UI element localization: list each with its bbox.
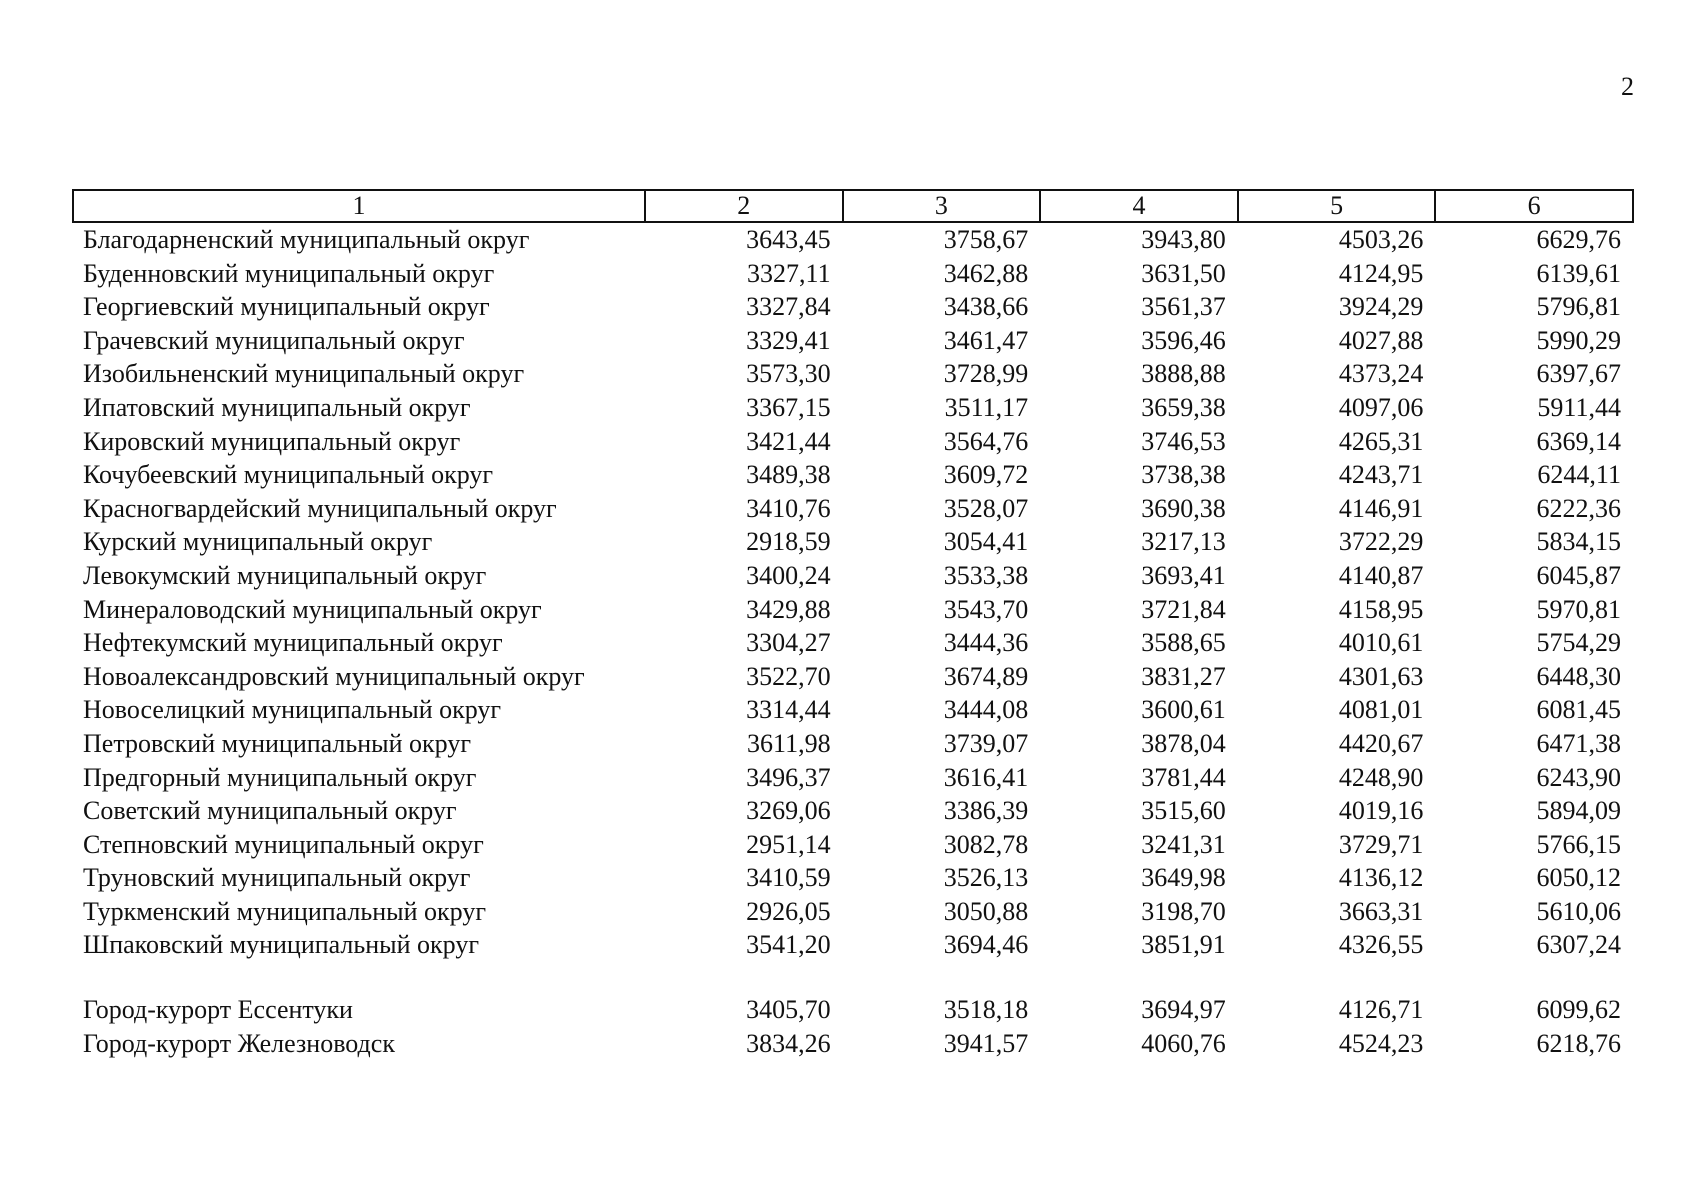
value-cell: 5990,29 xyxy=(1536,325,1621,355)
row-name: Город-курорт Ессентуки xyxy=(83,995,353,1025)
row-name: Георгиевский муниципальный округ xyxy=(83,292,490,322)
value-cell: 3217,13 xyxy=(1141,527,1226,557)
value-cell: 3050,88 xyxy=(943,896,1029,926)
table-row xyxy=(73,727,1633,761)
table-row xyxy=(73,828,1633,862)
value-cell: 4060,76 xyxy=(1141,1028,1226,1058)
value-cell: 3600,61 xyxy=(1141,695,1226,725)
value-cell: 6050,12 xyxy=(1536,863,1621,893)
value-cell: 3596,46 xyxy=(1141,325,1226,355)
value-cell: 3643,45 xyxy=(746,225,831,254)
value-cell: 3690,38 xyxy=(1141,493,1226,523)
table-row xyxy=(73,861,1633,895)
value-cell: 4326,55 xyxy=(1338,930,1424,960)
value-cell: 3241,31 xyxy=(1141,829,1226,859)
value-cell: 3304,27 xyxy=(746,628,831,658)
spacer-row xyxy=(73,962,1633,993)
value-cell: 3444,36 xyxy=(943,628,1029,658)
value-cell: 3738,38 xyxy=(1141,460,1226,490)
value-cell: 3461,47 xyxy=(943,325,1029,355)
row-name: Город-курорт Железноводск xyxy=(83,1028,395,1058)
table-row xyxy=(73,357,1633,391)
row-name: Красногвардейский муниципальный округ xyxy=(83,493,557,523)
value-cell: 3269,06 xyxy=(746,796,831,826)
value-cell: 3834,26 xyxy=(746,1028,831,1058)
value-cell: 3526,13 xyxy=(943,863,1029,893)
value-cell: 3564,76 xyxy=(943,426,1029,456)
value-cell: 6139,61 xyxy=(1536,258,1621,288)
column-header: 2 xyxy=(645,190,843,222)
value-cell: 3729,71 xyxy=(1338,829,1424,859)
value-cell: 4420,67 xyxy=(1338,728,1424,758)
value-cell: 5610,06 xyxy=(1536,896,1621,926)
row-name: Буденновский муниципальный округ xyxy=(83,258,495,288)
row-name: Кочубеевский муниципальный округ xyxy=(83,460,494,490)
value-cell: 6369,14 xyxy=(1536,426,1621,456)
value-cell: 6045,87 xyxy=(1536,560,1621,590)
column-header: 4 xyxy=(1040,190,1238,222)
row-name: Кировский муниципальный округ xyxy=(83,426,461,456)
value-cell: 3198,70 xyxy=(1141,896,1226,926)
value-cell: 3573,30 xyxy=(746,359,831,389)
value-cell: 3327,84 xyxy=(746,292,831,322)
value-cell: 3054,41 xyxy=(943,527,1029,557)
value-cell: 6222,36 xyxy=(1536,493,1621,523)
row-name: Грачевский муниципальный округ xyxy=(83,325,465,355)
row-name: Предгорный муниципальный округ xyxy=(83,762,477,792)
value-cell: 3609,72 xyxy=(943,460,1029,490)
value-cell: 6099,62 xyxy=(1536,995,1621,1025)
value-cell: 3758,67 xyxy=(943,225,1029,254)
row-name: Новоселицкий муниципальный округ xyxy=(83,695,502,725)
value-cell: 6629,76 xyxy=(1536,225,1621,254)
value-cell: 3616,41 xyxy=(943,762,1029,792)
table-row xyxy=(73,928,1633,962)
value-cell: 6448,30 xyxy=(1536,661,1621,691)
table-row xyxy=(73,492,1633,526)
value-cell: 4124,95 xyxy=(1338,258,1424,288)
value-cell: 3410,59 xyxy=(746,863,831,893)
value-cell: 3400,24 xyxy=(746,560,831,590)
row-name: Левокумский муниципальный округ xyxy=(83,560,487,590)
value-cell: 3438,66 xyxy=(943,292,1029,322)
table-row xyxy=(73,593,1633,627)
table-row xyxy=(73,290,1633,324)
value-cell: 3851,91 xyxy=(1141,930,1226,960)
table-row xyxy=(73,660,1633,694)
row-name: Шпаковский муниципальный округ xyxy=(83,930,479,960)
value-cell: 3429,88 xyxy=(746,594,831,624)
value-cell: 4019,16 xyxy=(1338,796,1424,826)
row-name: Курский муниципальный округ xyxy=(83,527,433,557)
value-cell: 3386,39 xyxy=(943,796,1029,826)
value-cell: 3314,44 xyxy=(746,695,831,725)
value-cell: 5834,15 xyxy=(1536,527,1621,557)
value-cell: 3511,17 xyxy=(944,392,1029,422)
row-name: Ипатовский муниципальный округ xyxy=(83,392,471,422)
value-cell: 4140,87 xyxy=(1338,560,1424,590)
value-cell: 3739,07 xyxy=(943,728,1029,758)
column-header: 6 xyxy=(1435,190,1633,222)
value-cell: 3489,38 xyxy=(746,460,831,490)
value-cell: 3496,37 xyxy=(746,762,831,792)
column-header: 3 xyxy=(843,190,1041,222)
table-row xyxy=(73,222,1633,257)
value-cell: 3693,41 xyxy=(1141,560,1226,590)
row-name: Новоалександровский муниципальный округ xyxy=(83,661,585,691)
value-cell: 3410,76 xyxy=(746,493,831,523)
value-cell: 4126,71 xyxy=(1338,995,1424,1025)
value-cell: 4301,63 xyxy=(1338,661,1424,691)
value-cell: 3631,50 xyxy=(1141,258,1226,288)
value-cell: 3367,15 xyxy=(746,392,831,422)
header-row xyxy=(73,190,1633,222)
value-cell: 4010,61 xyxy=(1338,628,1424,658)
value-cell: 3781,44 xyxy=(1141,762,1226,792)
value-cell: 3327,11 xyxy=(747,258,831,288)
value-cell: 3541,20 xyxy=(746,930,831,960)
value-cell: 6397,67 xyxy=(1536,359,1621,389)
page-number: 2 xyxy=(1621,72,1634,101)
value-cell: 6244,11 xyxy=(1537,460,1621,490)
value-cell: 3888,88 xyxy=(1141,359,1226,389)
value-cell: 3444,08 xyxy=(943,695,1029,725)
value-cell: 3543,70 xyxy=(943,594,1029,624)
row-name: Петровский муниципальный округ xyxy=(83,728,471,758)
table-row xyxy=(73,257,1633,291)
value-cell: 4248,90 xyxy=(1338,762,1424,792)
row-name: Степновский муниципальный округ xyxy=(83,829,484,859)
column-header: 1 xyxy=(73,190,645,222)
value-cell: 3561,37 xyxy=(1141,292,1226,322)
value-cell: 3721,84 xyxy=(1141,594,1226,624)
value-cell: 6307,24 xyxy=(1536,930,1621,960)
value-cell: 3674,89 xyxy=(943,661,1029,691)
value-cell: 3588,65 xyxy=(1141,628,1226,658)
value-cell: 6243,90 xyxy=(1536,762,1621,792)
value-cell: 2926,05 xyxy=(746,896,831,926)
value-cell: 4158,95 xyxy=(1338,594,1424,624)
value-cell: 4146,91 xyxy=(1338,493,1424,523)
value-cell: 5894,09 xyxy=(1536,796,1621,826)
value-cell: 5766,15 xyxy=(1536,829,1621,859)
value-cell: 3533,38 xyxy=(943,560,1029,590)
value-cell: 4136,12 xyxy=(1338,863,1424,893)
table-row xyxy=(73,693,1633,727)
value-cell: 3831,27 xyxy=(1141,661,1226,691)
value-cell: 4243,71 xyxy=(1338,460,1424,490)
value-cell: 3082,78 xyxy=(943,829,1029,859)
value-cell: 4373,24 xyxy=(1338,359,1424,389)
value-cell: 5796,81 xyxy=(1536,292,1621,322)
row-name: Туркменский муниципальный округ xyxy=(83,896,486,926)
value-cell: 3694,97 xyxy=(1141,995,1226,1025)
value-cell: 3722,29 xyxy=(1338,527,1424,557)
value-cell: 4524,23 xyxy=(1338,1028,1424,1058)
value-cell: 6081,45 xyxy=(1536,695,1621,725)
value-cell: 6471,38 xyxy=(1536,728,1621,758)
value-cell: 3611,98 xyxy=(747,728,831,758)
value-cell: 3746,53 xyxy=(1141,426,1226,456)
value-cell: 3728,99 xyxy=(943,359,1029,389)
row-name: Советский муниципальный округ xyxy=(83,796,457,826)
city-row xyxy=(73,993,1633,1027)
table-row xyxy=(73,761,1633,795)
row-name: Минераловодский муниципальный округ xyxy=(83,594,542,624)
city-row xyxy=(73,1027,1633,1061)
table-row xyxy=(73,458,1633,492)
value-cell: 5754,29 xyxy=(1536,628,1621,658)
table-row xyxy=(73,559,1633,593)
value-cell: 3515,60 xyxy=(1141,796,1226,826)
value-cell: 3421,44 xyxy=(746,426,831,456)
value-cell: 4265,31 xyxy=(1338,426,1424,456)
value-cell: 3462,88 xyxy=(943,258,1029,288)
value-cell: 4081,01 xyxy=(1338,695,1424,725)
value-cell: 3878,04 xyxy=(1141,728,1226,758)
table-row xyxy=(73,626,1633,660)
value-cell: 3528,07 xyxy=(943,493,1029,523)
value-cell: 4097,06 xyxy=(1338,392,1424,422)
value-cell: 6218,76 xyxy=(1536,1028,1621,1058)
value-cell: 3941,57 xyxy=(943,1028,1029,1058)
table-row xyxy=(73,391,1633,425)
row-name: Нефтекумский муниципальный округ xyxy=(83,628,503,658)
value-cell: 4027,88 xyxy=(1338,325,1424,355)
value-cell: 3522,70 xyxy=(746,661,831,691)
value-cell: 5911,44 xyxy=(1537,392,1621,422)
column-header: 5 xyxy=(1238,190,1436,222)
value-cell: 3694,46 xyxy=(943,930,1029,960)
value-cell: 3649,98 xyxy=(1141,863,1226,893)
spacer-cell xyxy=(73,962,1633,993)
table-row xyxy=(73,425,1633,459)
value-cell: 3518,18 xyxy=(943,995,1029,1025)
table-row xyxy=(73,324,1633,358)
data-table xyxy=(72,189,1634,1060)
value-cell: 3329,41 xyxy=(746,325,831,355)
value-cell: 3405,70 xyxy=(746,995,831,1025)
value-cell: 3663,31 xyxy=(1338,896,1424,926)
value-cell: 2918,59 xyxy=(746,527,831,557)
value-cell: 3924,29 xyxy=(1338,292,1424,322)
row-name: Благодарненский муниципальный округ xyxy=(83,225,530,254)
table-row xyxy=(73,794,1633,828)
value-cell: 3943,80 xyxy=(1141,225,1226,254)
value-cell: 3659,38 xyxy=(1141,392,1226,422)
table-row xyxy=(73,895,1633,929)
value-cell: 2951,14 xyxy=(746,829,831,859)
value-cell: 4503,26 xyxy=(1338,225,1424,254)
table-row xyxy=(73,525,1633,559)
row-name: Труновский муниципальный округ xyxy=(83,863,471,893)
value-cell: 5970,81 xyxy=(1536,594,1621,624)
row-name: Изобильненский муниципальный округ xyxy=(83,359,525,389)
